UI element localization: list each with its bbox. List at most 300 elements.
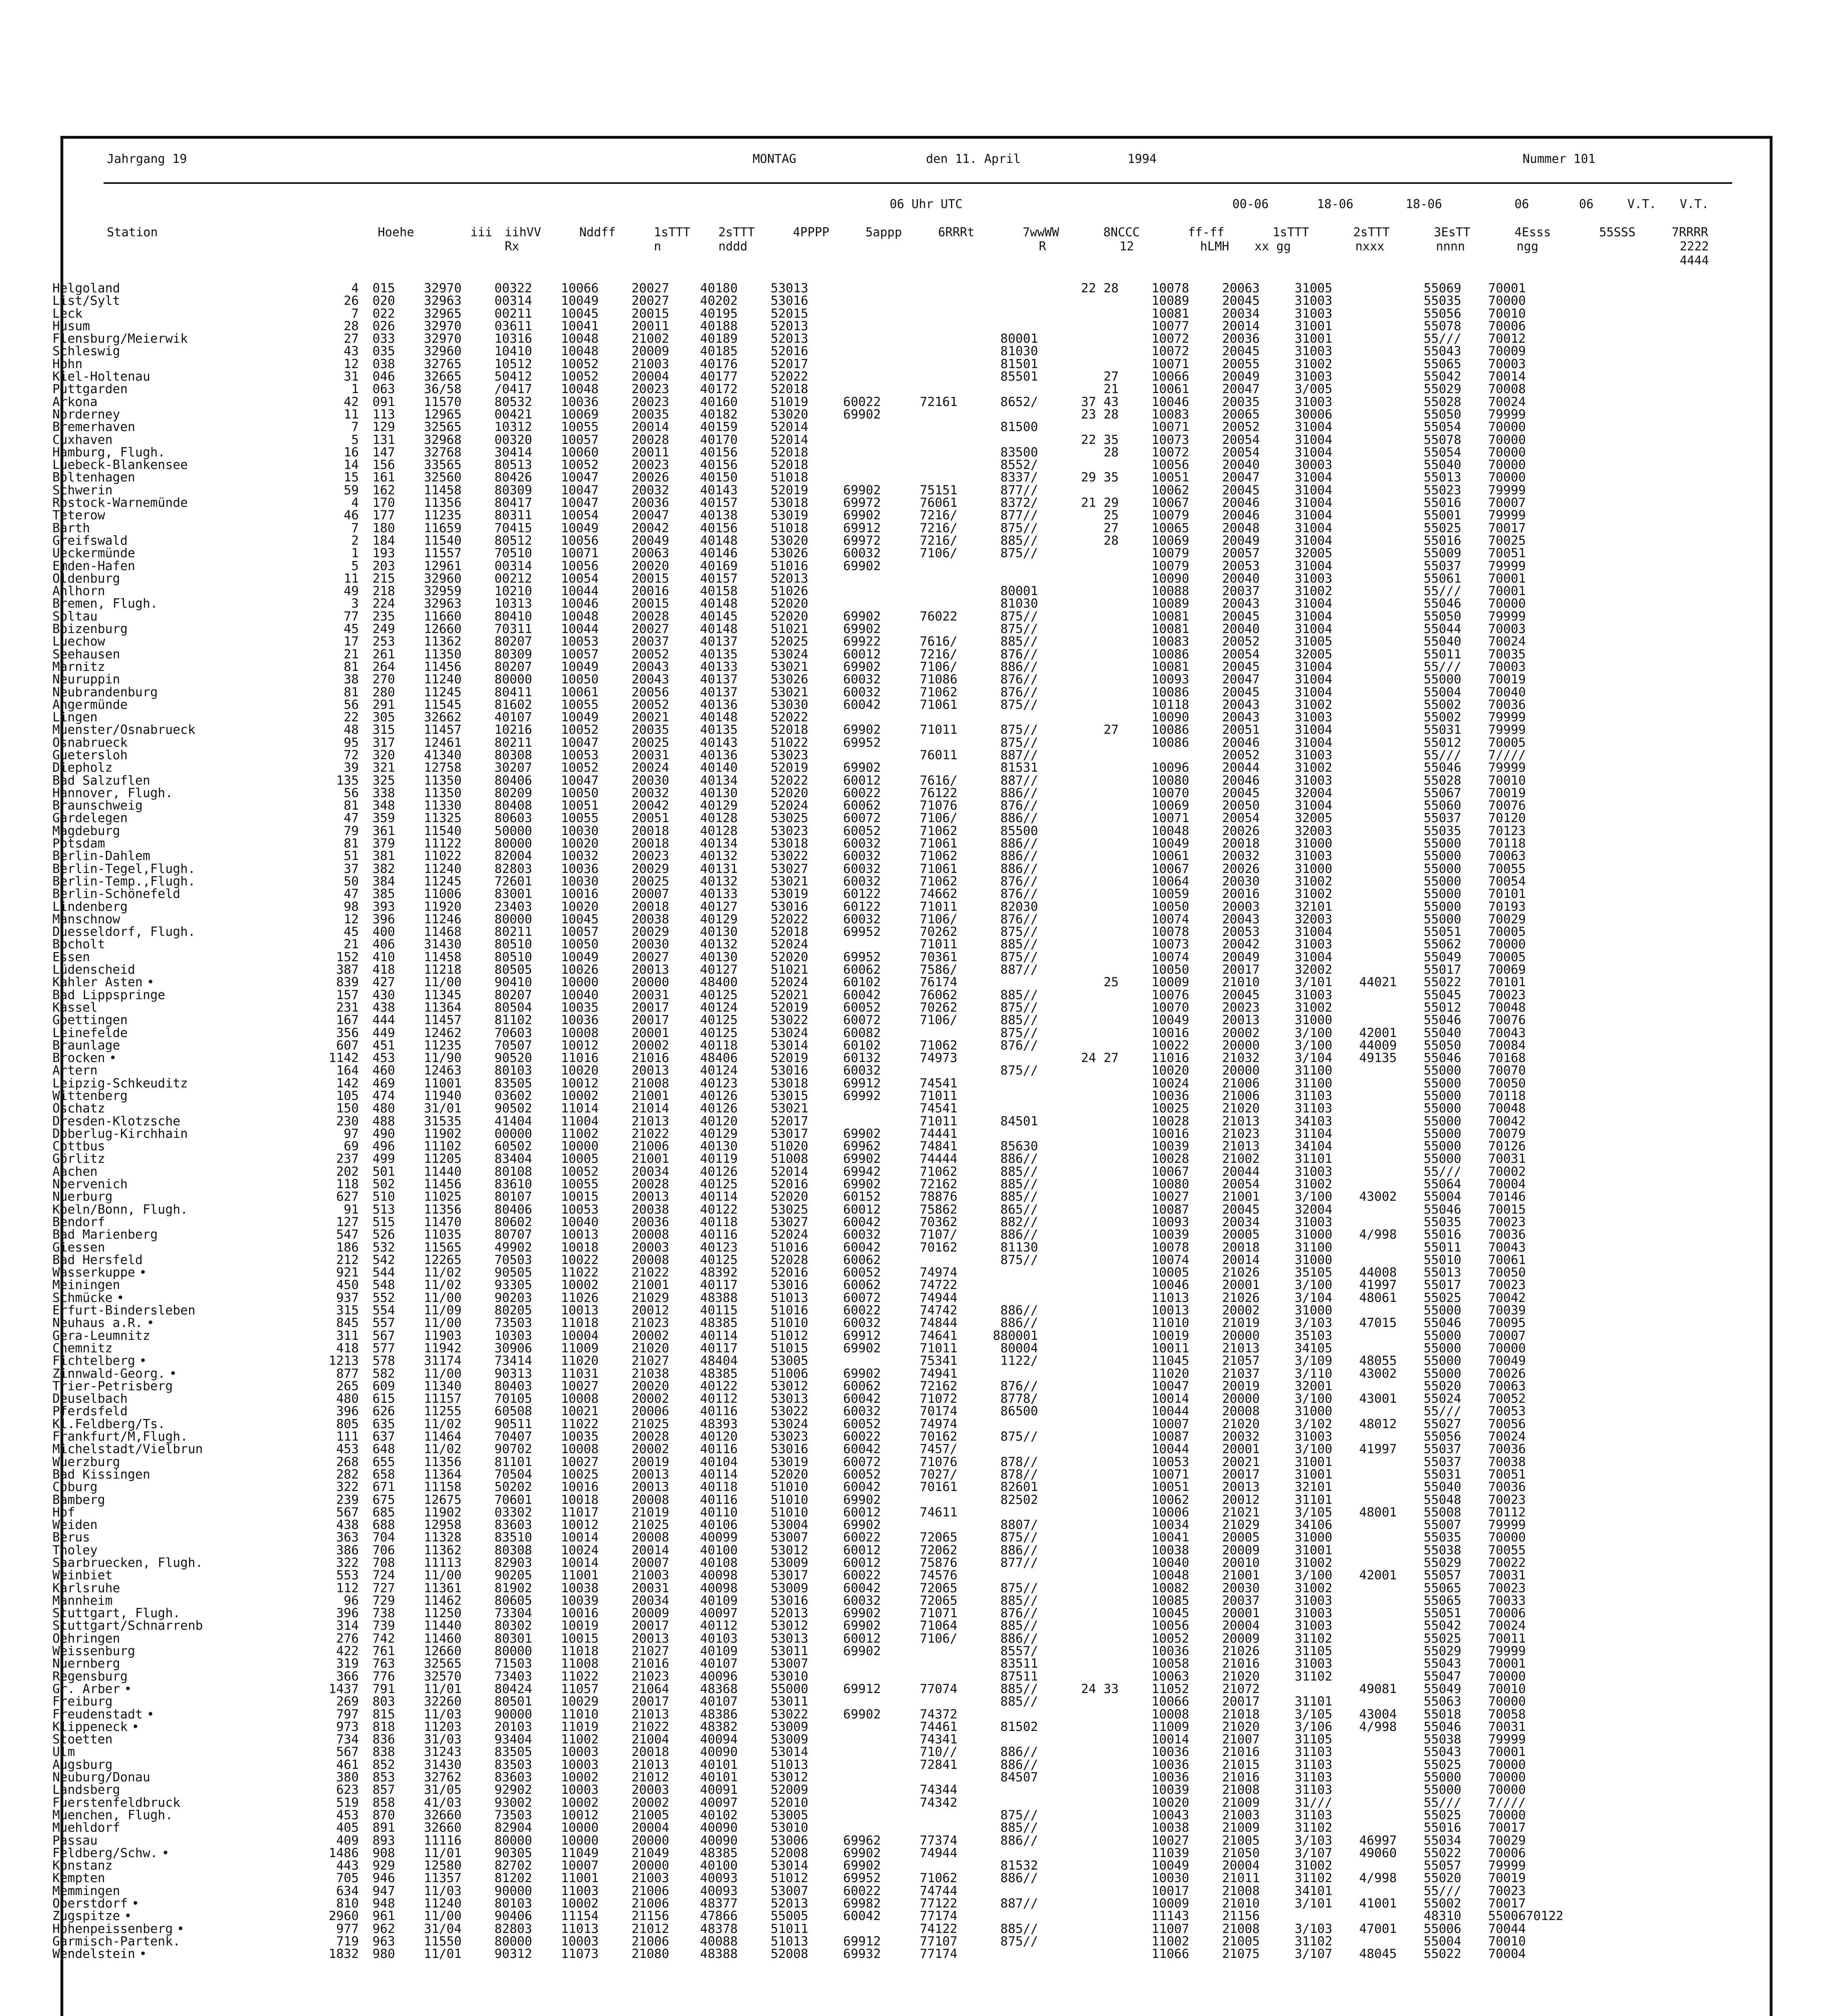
observation-cell <box>532 1695 599 1708</box>
observation-cell <box>462 1153 532 1165</box>
observation-cell <box>957 926 1038 938</box>
observation-value: 40125 <box>700 987 738 1002</box>
observation-cell <box>808 1115 881 1128</box>
observation-value: 60032 <box>843 861 881 876</box>
station-row <box>52 951 1563 964</box>
observation-value: 32001 <box>1294 1379 1332 1393</box>
observation-value: 83503 <box>494 1757 532 1772</box>
observation-value: 609 <box>372 1379 395 1393</box>
observation-cell <box>808 1027 881 1039</box>
observation-value: 69902 <box>843 1707 881 1722</box>
observation-value: 40177 <box>700 369 738 384</box>
observation-cell <box>738 1128 808 1140</box>
observation-value: 11010 <box>561 1707 599 1722</box>
observation-cell <box>669 1279 738 1291</box>
observation-value: 55078 <box>1423 432 1461 447</box>
observation-value: 379 <box>372 836 395 851</box>
observation-value: 40116 <box>700 1442 738 1457</box>
observation-cell <box>462 1191 532 1203</box>
observation-value: 70503 <box>494 1252 532 1267</box>
observation-cell <box>1119 1140 1189 1153</box>
observation-cell <box>738 1153 808 1165</box>
observation-value: 10049 <box>561 521 599 535</box>
station-row <box>52 1166 1563 1178</box>
observation-cell <box>532 408 599 421</box>
observation-value: 20013 <box>631 1189 669 1204</box>
observation-value: 11/00 <box>424 975 462 990</box>
observation-cell <box>881 1039 957 1052</box>
observation-value: 361 <box>372 823 395 838</box>
observation-cell <box>1038 497 1119 509</box>
observation-value: 10078 <box>1151 281 1189 296</box>
observation-cell <box>808 1506 881 1519</box>
observation-value: 35103 <box>1294 1328 1332 1343</box>
observation-value: 70262 <box>920 1000 957 1015</box>
observation-value: 53017 <box>770 1126 808 1141</box>
observation-value: 81 <box>343 798 359 813</box>
observation-cell <box>1397 1481 1461 1493</box>
observation-cell <box>1397 1557 1461 1569</box>
observation-value: 7 <box>351 306 359 321</box>
observation-value: 70001 <box>1488 584 1526 599</box>
observation-value: 40120 <box>700 1429 738 1444</box>
observation-cell <box>957 1557 1038 1569</box>
observation-value: 43002 <box>1359 1189 1397 1204</box>
observation-value: 31430 <box>424 1757 462 1772</box>
observation-value: 20002 <box>631 1038 669 1053</box>
observation-value: 70079 <box>1488 1126 1526 1141</box>
observation-value: 1437 <box>329 1681 359 1696</box>
observation-cell <box>1038 459 1119 471</box>
station-row <box>52 837 1563 850</box>
observation-cell <box>462 396 532 408</box>
observation-value: 55022 <box>1423 975 1461 990</box>
observation-cell <box>359 1052 395 1064</box>
observation-cell <box>1332 1721 1397 1733</box>
observation-value: 80211 <box>494 735 532 750</box>
observation-value: 31005 <box>1294 281 1332 296</box>
observation-value: 55020 <box>1423 1379 1461 1393</box>
observation-value: 53018 <box>770 836 808 851</box>
column-header-label: iihVV <box>505 225 541 240</box>
observation-value: 53012 <box>770 1379 808 1393</box>
observation-value: 47 <box>343 811 359 826</box>
observation-value: 55043 <box>1423 1745 1461 1760</box>
observation-value: 70023 <box>1488 1214 1526 1229</box>
observation-cell <box>302 396 359 408</box>
observation-cell <box>957 1797 1038 1809</box>
observation-cell <box>1189 1759 1260 1771</box>
observation-cell <box>1189 320 1260 333</box>
observation-cell <box>302 446 359 459</box>
observation-value: 10027 <box>561 1454 599 1469</box>
station-name: Lindenberg <box>52 899 128 914</box>
observation-cell <box>1119 812 1189 825</box>
observation-cell <box>1189 497 1260 509</box>
observation-value: 55000 <box>1423 1366 1461 1381</box>
observation-cell <box>1189 1090 1260 1102</box>
observation-cell <box>669 989 738 1002</box>
observation-cell <box>1260 1531 1332 1544</box>
observation-cell <box>395 1052 462 1064</box>
observation-cell <box>1332 825 1397 837</box>
observation-cell <box>957 1771 1038 1784</box>
observation-value: 31/05 <box>424 1783 462 1797</box>
observation-value: 885// <box>1000 533 1038 548</box>
observation-cell <box>1189 522 1260 535</box>
observation-value: 56 <box>343 697 359 712</box>
observation-value: 20002 <box>631 1391 669 1406</box>
observation-value: 20054 <box>1222 647 1260 662</box>
observation-value: 10071 <box>1151 811 1189 826</box>
observation-value: 10024 <box>561 1543 599 1558</box>
observation-cell <box>599 1166 669 1178</box>
observation-cell <box>462 1746 532 1758</box>
day-label: MONTAG <box>753 152 797 166</box>
observation-cell <box>1038 1204 1119 1216</box>
observation-cell <box>1397 598 1461 610</box>
observation-cell <box>1397 1330 1461 1342</box>
observation-value: 418 <box>336 1341 359 1356</box>
station-name-cell <box>52 1569 302 1582</box>
observation-value: 74576 <box>920 1568 957 1583</box>
observation-value: 48061 <box>1359 1290 1397 1305</box>
observation-value: 578 <box>372 1354 395 1368</box>
observation-value: 72161 <box>920 394 957 409</box>
observation-value: 20051 <box>1222 723 1260 737</box>
station-name-cell <box>52 926 302 938</box>
observation-value: 70024 <box>1488 634 1526 649</box>
observation-value: 20028 <box>631 432 669 447</box>
observation-value: 32762 <box>424 1770 462 1785</box>
observation-value: 71072 <box>920 1391 957 1406</box>
observation-cell <box>395 1140 462 1153</box>
observation-cell <box>1461 1481 1526 1493</box>
observation-cell <box>1119 1506 1189 1519</box>
observation-value: 10063 <box>1151 1669 1189 1684</box>
observation-value: 82601 <box>1000 1480 1038 1495</box>
observation-cell <box>808 282 881 295</box>
observation-value: 80001 <box>1000 331 1038 346</box>
station-row <box>52 1317 1563 1329</box>
observation-cell <box>1189 888 1260 900</box>
observation-value: 10090 <box>1151 571 1189 586</box>
observation-cell <box>669 1544 738 1557</box>
observation-cell <box>1332 1140 1397 1153</box>
observation-value: 20008 <box>1222 1404 1260 1419</box>
observation-cell <box>1461 434 1526 446</box>
station-row <box>52 1115 1563 1128</box>
observation-value: 76022 <box>920 609 957 624</box>
observation-cell <box>957 1733 1038 1746</box>
column-subheader-label: R <box>1039 240 1046 254</box>
observation-value: 20043 <box>1222 912 1260 927</box>
observation-cell <box>1260 1405 1332 1418</box>
observation-cell <box>1189 1064 1260 1077</box>
observation-value: 55/// <box>1423 1795 1461 1810</box>
station-name-cell <box>52 1759 302 1771</box>
station-name-cell <box>52 421 302 433</box>
observation-cell <box>881 1645 957 1658</box>
observation-cell <box>1332 560 1397 573</box>
observation-value: 10316 <box>494 331 532 346</box>
observation-cell <box>957 1002 1038 1014</box>
observation-value: 10036 <box>1151 1089 1189 1103</box>
observation-value: 83500 <box>1000 445 1038 460</box>
observation-value: 40129 <box>700 1126 738 1141</box>
observation-cell <box>599 484 669 497</box>
observation-cell <box>395 1835 462 1847</box>
observation-cell <box>359 951 395 964</box>
observation-cell <box>359 686 395 699</box>
observation-cell <box>1332 1468 1397 1481</box>
observation-cell <box>1397 623 1461 635</box>
observation-cell <box>1397 1115 1461 1128</box>
observation-cell <box>1260 598 1332 610</box>
observation-value: 40090 <box>700 1820 738 1835</box>
observation-value: 32565 <box>424 1656 462 1671</box>
observation-cell <box>1260 1279 1332 1291</box>
observation-value: 53026 <box>770 672 808 687</box>
observation-value: 877 <box>336 1366 359 1381</box>
observation-cell <box>532 1456 599 1468</box>
observation-cell <box>1038 800 1119 812</box>
observation-value: 10090 <box>1151 710 1189 725</box>
observation-value: 55/// <box>1423 584 1461 599</box>
observation-value: 40097 <box>700 1795 738 1810</box>
observation-cell <box>599 623 669 635</box>
observation-value: 10081 <box>1151 622 1189 637</box>
observation-cell <box>1038 1254 1119 1266</box>
station-name: Guetersloh <box>52 748 128 762</box>
observation-value: 40137 <box>700 685 738 700</box>
observation-cell <box>462 308 532 320</box>
observation-value: 10048 <box>1151 823 1189 838</box>
observation-value: 11902 <box>424 1126 462 1141</box>
observation-value: 60042 <box>843 1581 881 1595</box>
station-name: Boizenburg <box>52 622 128 637</box>
observation-cell <box>738 471 808 484</box>
observation-cell <box>1260 863 1332 875</box>
observation-cell <box>881 1582 957 1595</box>
observation-cell <box>1397 1721 1461 1733</box>
observation-value: 20000 <box>1222 1063 1260 1078</box>
observation-value: 265 <box>336 1379 359 1393</box>
observation-value: 52022 <box>770 773 808 788</box>
observation-cell <box>599 901 669 913</box>
observation-value: 20007 <box>631 887 669 902</box>
observation-cell <box>359 1645 395 1658</box>
observation-cell <box>1119 522 1189 535</box>
observation-value: 52024 <box>770 975 808 990</box>
observation-value: 10045 <box>561 306 599 321</box>
observation-cell <box>1189 1822 1260 1834</box>
observation-cell <box>395 1872 462 1885</box>
observation-cell <box>1189 1014 1260 1027</box>
observation-value: 32003 <box>1294 823 1332 838</box>
observation-value: 60132 <box>843 1051 881 1066</box>
observation-cell <box>599 547 669 560</box>
observation-value: 69902 <box>843 1518 881 1533</box>
observation-value: 20018 <box>1222 836 1260 851</box>
observation-value: 31430 <box>424 937 462 952</box>
observation-value: 886// <box>1000 811 1038 826</box>
observation-cell <box>599 1039 669 1052</box>
observation-cell <box>1397 1393 1461 1405</box>
observation-value: 32960 <box>424 344 462 359</box>
observation-value: 10210 <box>494 584 532 599</box>
observation-value: 7216/ <box>920 521 957 535</box>
observation-cell <box>881 749 957 762</box>
observation-value: 10003 <box>561 1745 599 1760</box>
observation-value: 55027 <box>1423 1416 1461 1431</box>
observation-cell <box>669 573 738 585</box>
observation-value: 83510 <box>494 1530 532 1545</box>
station-row <box>52 1531 1563 1544</box>
observation-cell <box>669 1342 738 1355</box>
observation-value: 31003 <box>1294 748 1332 762</box>
observation-value: 10051 <box>1151 1480 1189 1495</box>
observation-cell <box>359 1847 395 1860</box>
station-name-cell <box>52 661 302 673</box>
observation-cell <box>1038 345 1119 358</box>
observation-cell <box>1332 598 1397 610</box>
observation-value: 55037 <box>1423 811 1461 826</box>
observation-value: 69902 <box>843 1492 881 1507</box>
observation-cell <box>532 282 599 295</box>
station-name: Kahler Asten <box>52 975 143 990</box>
observation-value: 40106 <box>700 1518 738 1533</box>
observation-cell <box>599 1595 669 1607</box>
observation-cell <box>669 938 738 951</box>
observation-cell <box>738 1279 808 1291</box>
observation-value: 70042 <box>1488 1114 1526 1129</box>
observation-cell <box>808 1241 881 1254</box>
observation-cell <box>1397 1317 1461 1329</box>
observation-value: 150 <box>336 1101 359 1116</box>
observation-cell <box>1119 1077 1189 1090</box>
observation-cell <box>669 1368 738 1380</box>
observation-value: 80513 <box>494 458 532 473</box>
observation-value: 10061 <box>561 685 599 700</box>
observation-cell <box>1119 762 1189 774</box>
observation-value: 20017 <box>1222 1467 1260 1482</box>
observation-cell <box>302 1342 359 1355</box>
observation-value: 10013 <box>561 1227 599 1242</box>
observation-cell <box>669 1633 738 1645</box>
station-name: Freiburg <box>52 1694 113 1709</box>
observation-value: 81030 <box>1000 344 1038 359</box>
observation-value: 548 <box>372 1278 395 1293</box>
observation-cell <box>808 1014 881 1027</box>
observation-cell <box>738 1620 808 1632</box>
observation-value: 131 <box>372 432 395 447</box>
observation-cell <box>957 1595 1038 1607</box>
observation-cell <box>957 1431 1038 1443</box>
observation-cell <box>532 1204 599 1216</box>
observation-cell <box>1189 1835 1260 1847</box>
station-row <box>52 1670 1563 1683</box>
observation-cell <box>669 673 738 686</box>
observation-value: 40118 <box>700 1480 738 1495</box>
station-name-cell <box>52 282 302 295</box>
observation-value: 40112 <box>700 1391 738 1406</box>
station-row <box>52 812 1563 825</box>
observation-cell <box>738 1784 808 1796</box>
observation-value: 55050 <box>1423 1038 1461 1053</box>
observation-cell <box>1397 1759 1461 1771</box>
observation-value: 21009 <box>1222 1795 1260 1810</box>
observation-value: 10008 <box>561 1025 599 1040</box>
observation-cell <box>395 371 462 383</box>
observation-cell <box>1260 1292 1332 1304</box>
observation-cell <box>599 1254 669 1266</box>
observation-cell <box>957 1102 1038 1115</box>
observation-value: 40100 <box>700 1543 738 1558</box>
observation-cell <box>808 901 881 913</box>
observation-cell <box>1189 837 1260 850</box>
observation-cell <box>808 484 881 497</box>
station-name-cell <box>52 560 302 573</box>
observation-cell <box>359 1166 395 1178</box>
observation-cell <box>359 976 395 989</box>
observation-cell <box>395 1582 462 1595</box>
station-name: Bremen, Flugh. <box>52 596 158 611</box>
station-name-cell <box>52 1140 302 1153</box>
observation-value: 878// <box>1000 1454 1038 1469</box>
observation-value: 55000 <box>1423 1328 1461 1343</box>
observation-cell <box>808 1620 881 1632</box>
observation-value: 53024 <box>770 647 808 662</box>
observation-cell <box>1461 1443 1526 1456</box>
observation-cell <box>462 724 532 736</box>
observation-cell <box>957 1670 1038 1683</box>
observation-cell <box>532 1027 599 1039</box>
observation-value: 80309 <box>494 647 532 662</box>
observation-cell <box>738 459 808 471</box>
observation-value: 49902 <box>494 1240 532 1255</box>
observation-value: 11350 <box>424 773 462 788</box>
observation-value: 427 <box>372 975 395 990</box>
observation-value: 40195 <box>700 306 738 321</box>
observation-cell <box>669 1002 738 1014</box>
observation-value: 60102 <box>843 975 881 990</box>
observation-cell <box>881 800 957 812</box>
station-name-cell <box>52 1695 302 1708</box>
observation-value: 015 <box>372 281 395 296</box>
observation-value: 885// <box>1000 1164 1038 1179</box>
observation-cell <box>302 1254 359 1266</box>
observation-cell <box>1332 1746 1397 1758</box>
observation-cell <box>462 1771 532 1784</box>
station-name: Ueckermünde <box>52 546 135 561</box>
observation-value: 72065 <box>920 1581 957 1595</box>
observation-cell <box>599 345 669 358</box>
observation-cell <box>1260 421 1332 433</box>
observation-cell <box>1397 1494 1461 1506</box>
station-row <box>52 1128 1563 1140</box>
mountain-station-marker: • <box>146 1316 154 1331</box>
station-name: Schwerin <box>52 483 113 498</box>
observation-cell <box>1119 535 1189 547</box>
observation-value: 55000 <box>1423 1139 1461 1154</box>
observation-cell <box>1332 497 1397 509</box>
observation-cell <box>1189 547 1260 560</box>
observation-value: 10077 <box>1151 319 1189 333</box>
column-header-label: 7wwWW <box>1023 225 1059 240</box>
observation-cell <box>395 1216 462 1229</box>
observation-value: 40126 <box>700 1089 738 1103</box>
